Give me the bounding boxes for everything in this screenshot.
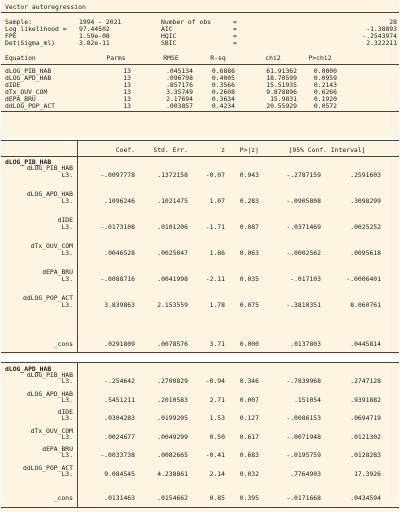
coef-cell: 0.283 [239, 197, 259, 205]
coef-cell: 3.71 [209, 340, 225, 348]
coef-cell: .0082665 [157, 451, 188, 459]
coef-bottom-rule [1, 507, 399, 508]
coef-cell: .0025252 [350, 223, 381, 231]
lag-row [1, 302, 399, 310]
lag-row [1, 250, 399, 258]
lag-label: L3. [61, 301, 73, 309]
eq-cell: 0.3566 [211, 81, 235, 89]
coef-header-divider [1, 156, 399, 157]
coef-cell: 0.000 [239, 340, 259, 348]
coef-cell: -.0006401 [346, 275, 381, 283]
coef-cell: .0199205 [157, 414, 188, 422]
eq-table-bottom [1, 111, 399, 112]
coef-cell: -.017103 [290, 275, 321, 283]
eq-cell: 0.1920 [313, 95, 337, 103]
variable-name: ddLOG_POP_ACT [22, 294, 73, 302]
eq-cell: dEPA_BRU [5, 95, 36, 103]
coef-cell: -0.41 [205, 451, 225, 459]
summary-label: Det(Sigma_ml) [5, 39, 56, 47]
coef-cell: -1.71 [205, 223, 225, 231]
coef-panel-pib [1, 140, 399, 355]
coef-cell: 1.53 [209, 414, 225, 422]
equals-sign: = [233, 32, 237, 40]
eq-cell: 13 [123, 88, 131, 96]
column-header: P>chi2 [308, 54, 332, 62]
lag-row [1, 378, 399, 386]
lag-row [1, 224, 399, 232]
constant-row [1, 495, 399, 503]
lag-label: L3. [61, 197, 73, 205]
eq-cell: 13 [123, 95, 131, 103]
eq-cell: 13 [123, 102, 131, 110]
lag-row [1, 172, 399, 180]
lag-row [1, 434, 399, 442]
coef-cell: -.0905808 [286, 197, 321, 205]
lag-row [1, 276, 399, 284]
column-header: Coef. [115, 146, 135, 154]
eq-cell: 15.9831 [270, 95, 297, 103]
summary-value: -.2543974 [362, 32, 397, 40]
coef-cell: .0131463 [104, 494, 135, 502]
coef-top-rule [1, 140, 399, 141]
coef-cell: .0304283 [104, 414, 135, 422]
eq-table-header [1, 55, 399, 63]
constant-row [1, 341, 399, 349]
coef-cell: .2010583 [157, 395, 188, 404]
coef-cell: 0.346 [239, 377, 259, 385]
coef-cell: .1021475 [157, 197, 188, 205]
eq-cell: 18.70599 [266, 74, 297, 82]
coef-cell: .0445814 [350, 340, 381, 348]
coef-cell: .0078576 [157, 340, 188, 348]
var-summary-panel [1, 0, 399, 138]
eq-cell: 61.91362 [266, 67, 297, 75]
variable-name: dEPA_BRU [42, 445, 73, 453]
variable-name: dLOG_APD_HAB [26, 389, 73, 398]
coef-cell: -0.94 [205, 377, 225, 385]
coef-cell: 1.86 [209, 249, 225, 257]
lag-label: L3. [61, 469, 73, 478]
summary-row [1, 40, 399, 48]
variable-name: dTx_OUV_COM [30, 242, 73, 250]
coef-cell: 1.07 [209, 197, 225, 205]
lag-label: L3. [61, 249, 73, 257]
summary-label: FPE [5, 32, 17, 40]
variable-name: dLOG_PIB_HAB [26, 164, 73, 172]
coef-bottom-rule [1, 352, 399, 353]
coef-cell: -.0088716 [100, 275, 135, 283]
eq-cell: dIDE [5, 81, 21, 89]
eq-cell: 0.0000 [313, 67, 337, 75]
lag-label: L3. [61, 377, 73, 385]
coef-cell: 0.127 [239, 414, 259, 422]
eq-cell: 9.878896 [266, 88, 297, 96]
constant-label: _cons [53, 340, 73, 348]
coef-cell: 0.032 [239, 469, 259, 478]
coef-cell: .0121302 [350, 432, 381, 441]
variable-name: dIDE [57, 216, 73, 224]
eq-cell: 13 [123, 81, 131, 89]
column-header: [95% Conf. Interval] [288, 146, 366, 154]
column-header: z [221, 146, 225, 154]
eq-cell: 0.4005 [211, 74, 235, 82]
lag-label: L3. [61, 275, 73, 283]
coef-cell: .9391882 [350, 395, 381, 404]
coef-cell: 9.084545 [104, 469, 135, 478]
coef-cell: -.0033738 [100, 451, 135, 459]
summary-value: 28 [389, 18, 397, 26]
coef-cell: .2747128 [350, 377, 381, 385]
coef-cell: .0291809 [104, 340, 135, 348]
eq-cell: 0.4234 [211, 102, 235, 110]
coef-cell: 3.839863 [104, 301, 135, 309]
coef-cell: -.7839968 [286, 377, 321, 385]
lag-label: L3. [61, 451, 73, 459]
coef-cell: 0.617 [239, 432, 259, 441]
summary-label: AIC [161, 25, 173, 33]
coef-table-pib [1, 140, 399, 355]
output-title-row [1, 4, 399, 12]
column-header: chi2 [265, 54, 281, 62]
coef-cell: .0049299 [157, 432, 188, 441]
coef-cell: -.2787159 [286, 171, 321, 179]
coef-cell: -.3810351 [286, 301, 321, 309]
column-header: Equation [5, 54, 36, 62]
column-header: Parms [106, 54, 126, 62]
coef-cell: 0.087 [239, 223, 259, 231]
coef-cell: 2.153559 [157, 301, 188, 309]
coef-cell: .0128283 [350, 451, 381, 459]
coef-cell: -.0071948 [286, 432, 321, 441]
coef-cell: .3098299 [350, 197, 381, 205]
lag-row [1, 397, 399, 405]
summary-value: -1.38893 [366, 25, 397, 33]
coef-cell: .0694719 [350, 414, 381, 422]
lag-row [1, 471, 399, 479]
eq-cell: 15.51935 [266, 81, 297, 89]
title-divider [1, 12, 399, 13]
summary-label: Log likelihood = [5, 25, 67, 33]
coef-cell: 0.007 [239, 395, 259, 404]
variable-name: dTx_OUV_COM [30, 426, 73, 435]
coef-cell: .0095618 [350, 249, 381, 257]
lag-label: L3. [61, 414, 73, 422]
eq-cell: dLOG_APD_HAB [5, 74, 52, 82]
lag-label: L3. [61, 171, 73, 179]
coef-cell: 8.060761 [350, 301, 381, 309]
coef-cell: -.0171668 [286, 494, 321, 502]
coef-header-divider [1, 362, 399, 363]
lag-label: L3. [61, 432, 73, 441]
eq-cell: .045134 [166, 67, 193, 75]
coef-panel-apd [1, 362, 399, 512]
eq-cell: dLOG_PIB_HAB [5, 67, 52, 75]
coef-cell: .0024677 [104, 432, 135, 441]
coef-cell: 0.50 [209, 432, 225, 441]
eq-cell: 0.6266 [313, 88, 337, 96]
eq-cell: dTx_OUV_COM [5, 88, 48, 96]
coef-header-row [1, 147, 399, 155]
coef-cell: .0041998 [157, 275, 188, 283]
coef-cell: .0434594 [350, 494, 381, 502]
lag-label: L3. [61, 223, 73, 231]
eq-cell: .857176 [166, 81, 193, 89]
coef-cell: 1.78 [209, 301, 225, 309]
coef-cell: -.0097778 [100, 171, 135, 179]
coef-cell: -.0086153 [286, 414, 321, 422]
equals-sign: = [233, 39, 237, 47]
eq-cell: 0.6886 [211, 67, 235, 75]
coef-cell: .0101206 [157, 223, 188, 231]
column-header: Std. Err. [153, 146, 188, 154]
eq-cell: 2.17694 [166, 95, 193, 103]
summary-value: 97.44502 [79, 25, 110, 33]
eq-cell: ddLOG_POP_ACT [5, 102, 56, 110]
eq-cell: 13 [123, 74, 131, 82]
coef-cell: -0.07 [205, 171, 225, 179]
coef-cell: .0046528 [104, 249, 135, 257]
lag-label: L3. [61, 395, 73, 404]
coef-cell: 0.683 [239, 451, 259, 459]
summary-value: 1994 - 2021 [79, 18, 122, 26]
variable-name: dIDE [57, 408, 73, 416]
coef-cell: -.0195759 [286, 451, 321, 459]
eq-cell: 0.0959 [313, 74, 337, 82]
lag-row [1, 452, 399, 460]
coef-cell: 0.063 [239, 249, 259, 257]
coef-cell: 0.395 [239, 494, 259, 502]
coef-cell: .7764903 [290, 469, 321, 478]
summary-label: Number of obs [161, 18, 212, 26]
eq-table-row [1, 103, 399, 111]
eq-cell: 13 [123, 67, 131, 75]
eq-cell: 0.2143 [313, 81, 337, 89]
output-title: Vector autoregression [5, 3, 86, 11]
coef-cell: 2.14 [209, 469, 225, 478]
coef-cell: .1372158 [157, 171, 188, 179]
eq-cell: 0.0572 [313, 102, 337, 110]
column-header: RMSE [163, 54, 179, 62]
coef-cell: 0.85 [209, 494, 225, 502]
lag-row [1, 415, 399, 423]
coef-cell: .151054 [294, 395, 321, 404]
eq-cell: .096798 [166, 74, 193, 82]
summary-value: 2.322211 [366, 39, 397, 47]
coef-cell: .2591603 [350, 171, 381, 179]
coef-cell: 4.238861 [157, 469, 188, 478]
equation-name: dLOG_PIB_HAB [5, 158, 52, 166]
coef-cell: .5451211 [104, 395, 135, 404]
coef-cell: .1096246 [104, 197, 135, 205]
coef-cell: 0.075 [239, 301, 259, 309]
constant-label: _cons [53, 494, 73, 502]
eq-header-divider [1, 64, 399, 65]
coef-cell: .0025047 [157, 249, 188, 257]
variable-name: dEPA_BRU [42, 268, 73, 276]
coef-cell: -.0371469 [286, 223, 321, 231]
lag-row [1, 198, 399, 206]
eq-cell: 0.3634 [211, 95, 235, 103]
summary-label: Sample: [5, 18, 32, 26]
coef-cell: 2.71 [209, 395, 225, 404]
column-header: R-sq [210, 54, 226, 62]
coef-cell: -2.11 [205, 275, 225, 283]
coef-cell: .2700829 [157, 377, 188, 385]
eq-cell: .003857 [166, 102, 193, 110]
variable-name: dLOG_PIB_HAB [26, 371, 73, 379]
eq-cell: 20.55929 [266, 102, 297, 110]
coef-cell: 0.943 [239, 171, 259, 179]
summary-value: 3.82e-11 [79, 39, 110, 47]
equation-name: dLOG_APD_HAB [5, 365, 52, 373]
variable-name: dLOG_APD_HAB [26, 190, 73, 198]
column-header: P>|z| [239, 146, 259, 154]
coef-cell: .0154662 [157, 494, 188, 502]
eq-cell: 0.2608 [211, 88, 235, 96]
summary-value: 1.59e-08 [79, 32, 110, 40]
coef-table-apd [1, 362, 399, 512]
coef-cell: 0.035 [239, 275, 259, 283]
coef-cell: -.0173108 [100, 223, 135, 231]
coef-cell: -.0002562 [286, 249, 321, 257]
summary-label: HQIC [161, 32, 177, 40]
coef-cell: 17.3926 [354, 469, 381, 478]
summary-label: SBIC [161, 39, 177, 47]
equals-sign: = [233, 18, 237, 26]
coef-cell: .0137803 [290, 340, 321, 348]
equals-sign: = [233, 25, 237, 33]
coef-cell: -.254642 [104, 377, 135, 385]
variable-name: ddLOG_POP_ACT [22, 463, 73, 472]
eq-cell: 3.35749 [166, 88, 193, 96]
